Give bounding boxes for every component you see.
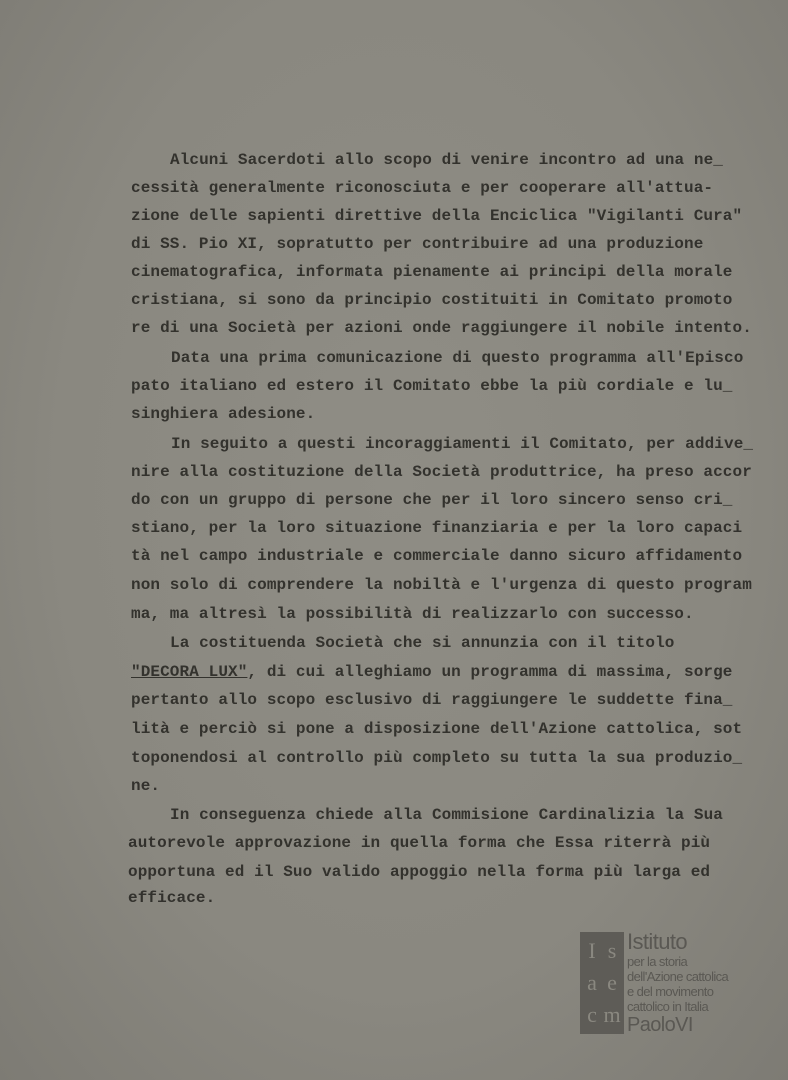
text-line: stiano, per la loro situazione finanziaria e per la loro capaci <box>131 519 743 537</box>
text-line: Data una prima comunicazione di questo programma all'Episco <box>171 349 744 367</box>
logo-letter: c <box>587 1002 597 1027</box>
text-line: cinematografica, informata pienamente ai principi della morale <box>131 263 733 281</box>
text-line <box>131 663 733 681</box>
text-line: cristiana, si sono da principio costituiti in Comitato promoto <box>131 291 733 309</box>
text-line: opportuna ed il Suo valido appoggio nella forma più larga ed <box>128 863 711 881</box>
text-segment: , di cui alleghiamo un programma di massima, sorge <box>247 663 733 681</box>
logo-letter: I <box>588 938 596 963</box>
text-line: La costituenda Società che si annunzia con il titolo <box>170 634 675 652</box>
text-line: lità e perciò si pone a disposizione dell'Azione cattolica, sot <box>131 720 743 738</box>
text-line: pertanto allo scopo esclusivo di raggiungere le suddette fina_ <box>131 691 733 709</box>
logo-letter: s <box>607 938 617 963</box>
logo-text: dell'Azione cattolica <box>627 969 729 984</box>
text-line: re di una Società per azioni onde raggiungere il nobile intento. <box>131 319 752 337</box>
company-name: "DECORA LUX" <box>131 663 248 681</box>
text-line: cessità generalmente riconosciuta e per cooperare all'attua- <box>131 179 714 197</box>
text-line: zione delle sapienti direttive della Enciclica "Vigilanti Cura" <box>131 207 743 225</box>
text-line: efficace. <box>128 889 216 907</box>
text-line: In seguito a questi incoraggiamenti il Comitato, per addive_ <box>171 435 754 453</box>
text-line: ne. <box>131 777 161 795</box>
logo-text: cattolico in Italia <box>627 999 709 1014</box>
text-line: ma, ma altresì la possibilità di realizzarlo con successo. <box>131 605 694 623</box>
isacem-logo <box>580 930 740 1036</box>
logo-text: PaoloVI <box>627 1014 693 1036</box>
logo-text: per la storia <box>627 954 688 969</box>
text-line: di SS. Pio XI, sopratutto per contribuire ad una produzione <box>131 235 704 253</box>
text-line: do con un gruppo di persone che per il loro sincero senso cri_ <box>131 491 733 509</box>
logo-letter: m <box>603 1002 621 1027</box>
logo-monogram <box>580 932 624 1034</box>
text-line: nire alla costituzione della Società produttrice, ha preso accor <box>131 463 752 481</box>
text-line: non solo di comprendere la nobiltà e l'urgenza di questo program <box>131 576 752 594</box>
text-line: tà nel campo industriale e commerciale danno sicuro affidamento <box>131 547 743 565</box>
text-line: singhiera adesione. <box>131 405 316 423</box>
text-line: pato italiano ed estero il Comitato ebbe la più cordiale e lu_ <box>131 377 733 395</box>
text-line: Alcuni Sacerdoti allo scopo di venire incontro ad una ne_ <box>170 151 723 169</box>
text-line: autorevole approvazione in quella forma che Essa riterrà più <box>128 834 711 852</box>
text-line: In conseguenza chiede alla Commisione Cardinalizia la Sua <box>170 806 723 824</box>
text-line: toponendosi al controllo più completo su tutta la sua produzio_ <box>131 749 743 767</box>
logo-letter: e <box>607 970 617 995</box>
logo-letter: a <box>587 970 597 995</box>
logo-text: Istituto <box>627 929 688 954</box>
logo-text: e del movimento <box>627 984 714 999</box>
